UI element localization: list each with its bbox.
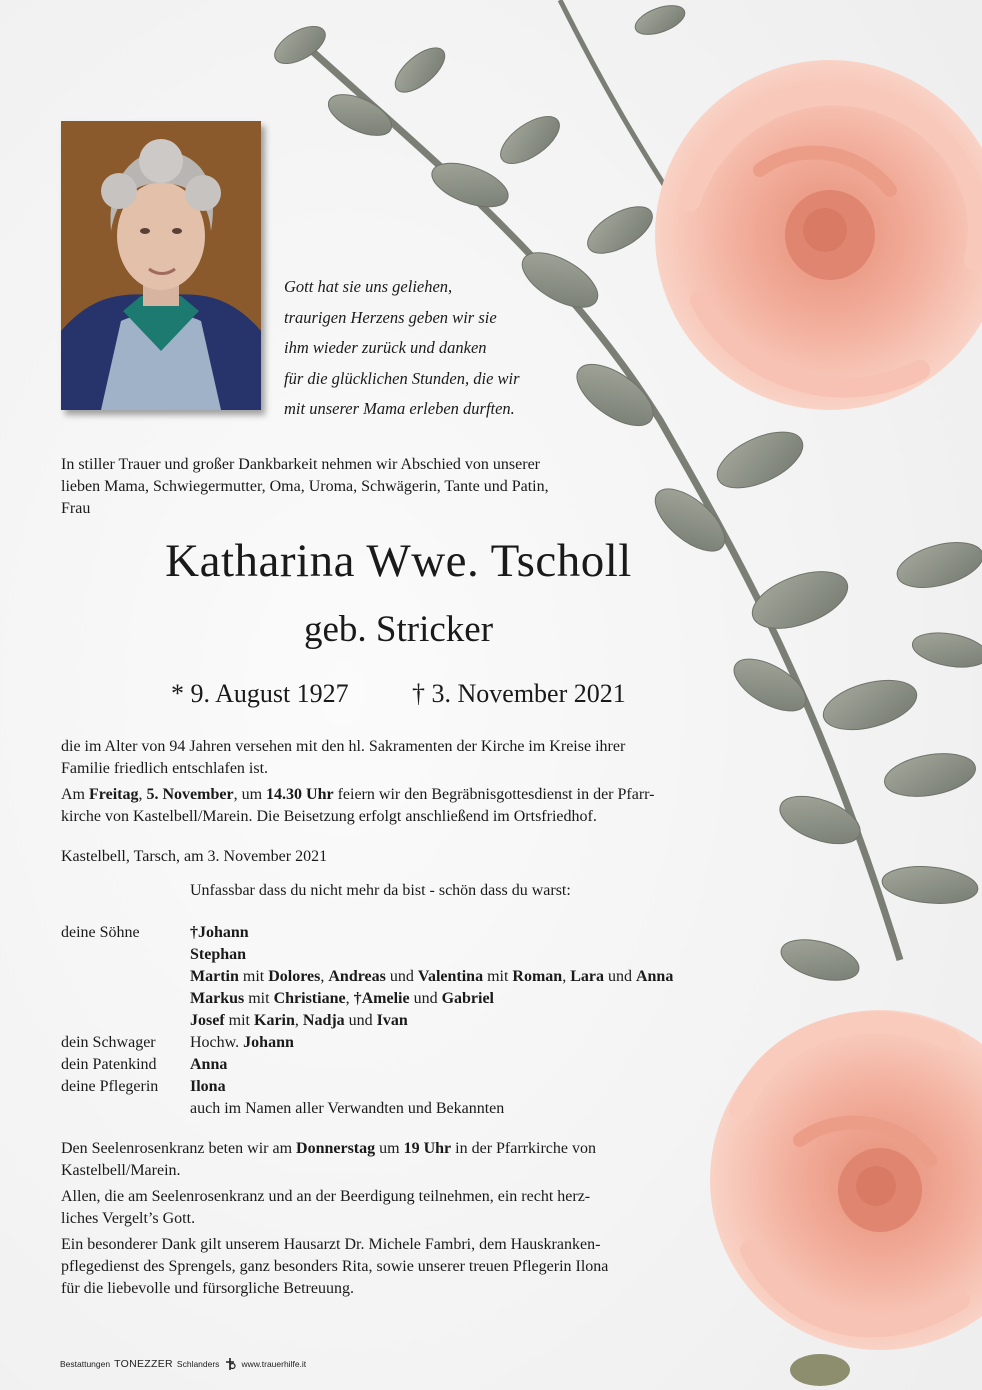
trauerhilfe-logo-icon	[223, 1357, 237, 1371]
poem	[284, 272, 604, 425]
funeral-line-1: Am Freitag, 5. November, um 14.30 Uhr feiern wir den Begräbnisgottesdienst in der Pfarr-	[61, 786, 655, 803]
thanks-line: Ein besonderer Dank gilt unserem Hausarzt Dr. Michele Fambri, dem Hauskranken-	[61, 1236, 601, 1253]
relation-label: deine Söhne	[61, 924, 140, 941]
family-list	[61, 922, 781, 1120]
poem-line: Gott hat sie uns geliehen,	[284, 277, 453, 296]
rosary-time: 19 Uhr	[403, 1140, 452, 1157]
rosary-line-1: Den Seelenrosenkranz beten wir am Donnerstag um 19 Uhr in der Pfarrkirche von	[61, 1140, 596, 1157]
thanks-line: Allen, die am Seelenrosenkranz und an der Beerdigung teilnehmen, ein recht herz-	[61, 1188, 591, 1205]
family-row	[61, 988, 781, 1010]
thanks-text-1	[61, 1186, 781, 1230]
relation-label: deine Pflegerin	[61, 1078, 159, 1095]
family-row	[61, 1098, 781, 1120]
family-names: Ilona	[190, 1078, 226, 1095]
funeral-time: 14.30 Uhr	[266, 786, 334, 803]
funeral-text	[61, 784, 781, 828]
family-row	[61, 1076, 781, 1098]
deceased-name: Katharina Wwe. Tscholl	[165, 535, 632, 587]
footer	[60, 1357, 306, 1371]
funeral-line-2: kirche von Kastelbell/Marein. Die Beisetzung erfolgt anschließend im Ortsfriedhof.	[61, 808, 597, 825]
funeral-day: Freitag	[89, 786, 139, 803]
intro-text	[61, 454, 661, 520]
poem-line: ihm wieder zurück und danken	[284, 338, 487, 357]
memorial-subline: Unfassbar dass du nicht mehr da bist - schön dass du warst:	[190, 882, 571, 899]
death-date: † 3. November 2021	[412, 679, 626, 708]
family-names: Stephan	[190, 946, 247, 963]
family-names: Josef mit Karin, Nadja und Ivan	[190, 1012, 408, 1029]
family-names: †Johann	[190, 924, 249, 941]
poem-line: traurigen Herzens geben wir sie	[284, 307, 497, 327]
footer-company: TONEZZER	[114, 1358, 173, 1370]
poem-line: mit unserer Mama erleben durften.	[284, 399, 515, 418]
birth-name: geb. Stricker	[303, 609, 494, 650]
portrait-image	[61, 121, 261, 410]
thanks-line: liches Vergelt’s Gott.	[61, 1210, 196, 1227]
footer-town: Schlanders	[176, 1359, 220, 1369]
family-names: Markus mit Christiane, †Amelie und Gabriel	[190, 990, 494, 1007]
footer-prefix: Bestattungen	[60, 1359, 111, 1369]
poem-line: für die glücklichen Stunden, die wir	[284, 368, 520, 388]
rosary-day: Donnerstag	[296, 1140, 376, 1157]
family-names: Anna	[190, 1056, 228, 1073]
family-row	[61, 1054, 781, 1076]
place-date: Kastelbell, Tarsch, am 3. November 2021	[61, 848, 328, 865]
family-names: Martin mit Dolores, Andreas und Valentina mit Roman, Lara und Anna	[190, 968, 674, 985]
passing-line: die im Alter von 94 Jahren versehen mit den hl. Sakramenten der Kirche im Kreise ihrer	[61, 738, 626, 755]
relatives-note: auch im Namen aller Verwandten und Bekannten	[190, 1100, 505, 1117]
relation-label: dein Schwager	[61, 1034, 156, 1051]
family-row	[61, 966, 781, 988]
family-row	[61, 1010, 781, 1032]
rosary-text	[61, 1138, 781, 1182]
family-row	[61, 922, 781, 944]
passing-line: Familie friedlich entschlafen ist.	[61, 760, 269, 777]
thanks-line: für die liebevolle und fürsorgliche Betreuung.	[61, 1280, 354, 1297]
passing-text	[61, 736, 781, 780]
intro-line: lieben Mama, Schwiegermutter, Oma, Uroma, Schwägerin, Tante und Patin,	[61, 478, 549, 495]
birth-date: * 9. August 1927	[171, 679, 349, 708]
family-row	[61, 1032, 781, 1054]
footer-url: www.trauerhilfe.it	[241, 1359, 307, 1369]
family-names: Hochw. Johann	[190, 1034, 294, 1051]
rosary-line-2: Kastelbell/Marein.	[61, 1162, 181, 1179]
family-row	[61, 944, 781, 966]
thanks-line: pflegedienst des Sprengels, ganz besonders Rita, sowie unserer treuen Pflegerin Ilona	[61, 1258, 609, 1275]
funeral-date: 5. November	[146, 786, 234, 803]
relation-label: dein Patenkind	[61, 1056, 157, 1073]
thanks-text-2	[61, 1234, 781, 1300]
portrait-photo	[61, 121, 261, 410]
intro-line: Frau	[61, 500, 91, 517]
intro-line: In stiller Trauer und großer Dankbarkeit nehmen wir Abschied von unserer	[61, 456, 540, 473]
